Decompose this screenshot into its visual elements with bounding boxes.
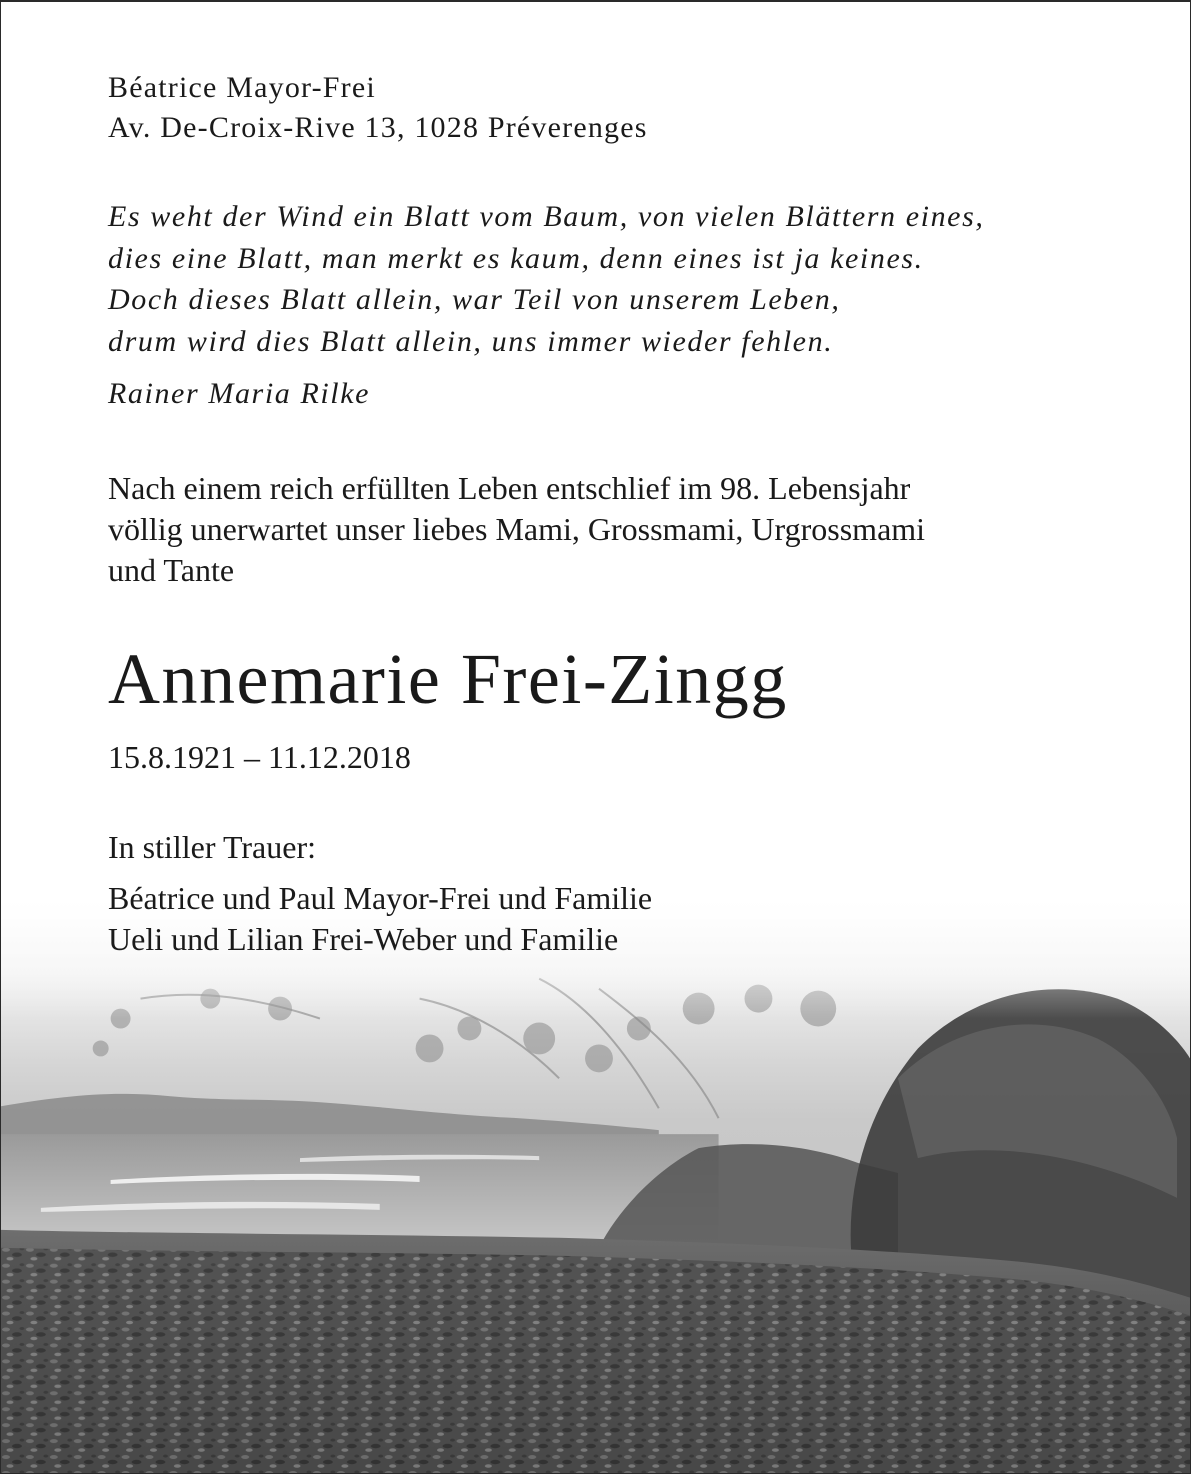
- poem-line: dies eine Blatt, man merkt es kaum, denn eines ist ja keines.: [108, 241, 924, 275]
- deceased-name: Annemarie Frei-Zingg: [108, 639, 788, 719]
- announcement-line: und Tante: [108, 552, 235, 588]
- poem-line: Es weht der Wind ein Blatt vom Baum, von vielen Blättern eines,: [108, 200, 985, 233]
- poem-quote: [108, 196, 984, 362]
- poem-line: Doch dieses Blatt allein, war Teil von unserem Leben,: [108, 283, 841, 316]
- mourner-entry: Ueli und Lilian Frei-Weber und Familie: [108, 921, 619, 957]
- mourner-entry: Béatrice und Paul Mayor-Frei und Familie: [108, 880, 653, 916]
- sender-block: [108, 68, 648, 148]
- mourning-label: In stiller Trauer:: [108, 829, 316, 865]
- mourners-list: [108, 878, 652, 960]
- poem-line: drum wird dies Blatt allein, uns immer wieder fehlen.: [108, 324, 834, 358]
- announcement-line: Nach einem reich erfüllten Leben entschlief im 98. Lebensjahr: [108, 470, 911, 506]
- sender-name: Béatrice Mayor-Frei: [108, 71, 376, 104]
- death-announcement: [108, 468, 925, 591]
- life-dates: 15.8.1921 – 11.12.2018: [108, 739, 411, 775]
- sender-address: Av. De-Croix-Rive 13, 1028 Préverenges: [108, 111, 648, 144]
- poem-author: Rainer Maria Rilke: [108, 377, 371, 410]
- announcement-line: völlig unerwartet unser liebes Mami, Grossmami, Urgrossmami: [108, 511, 926, 547]
